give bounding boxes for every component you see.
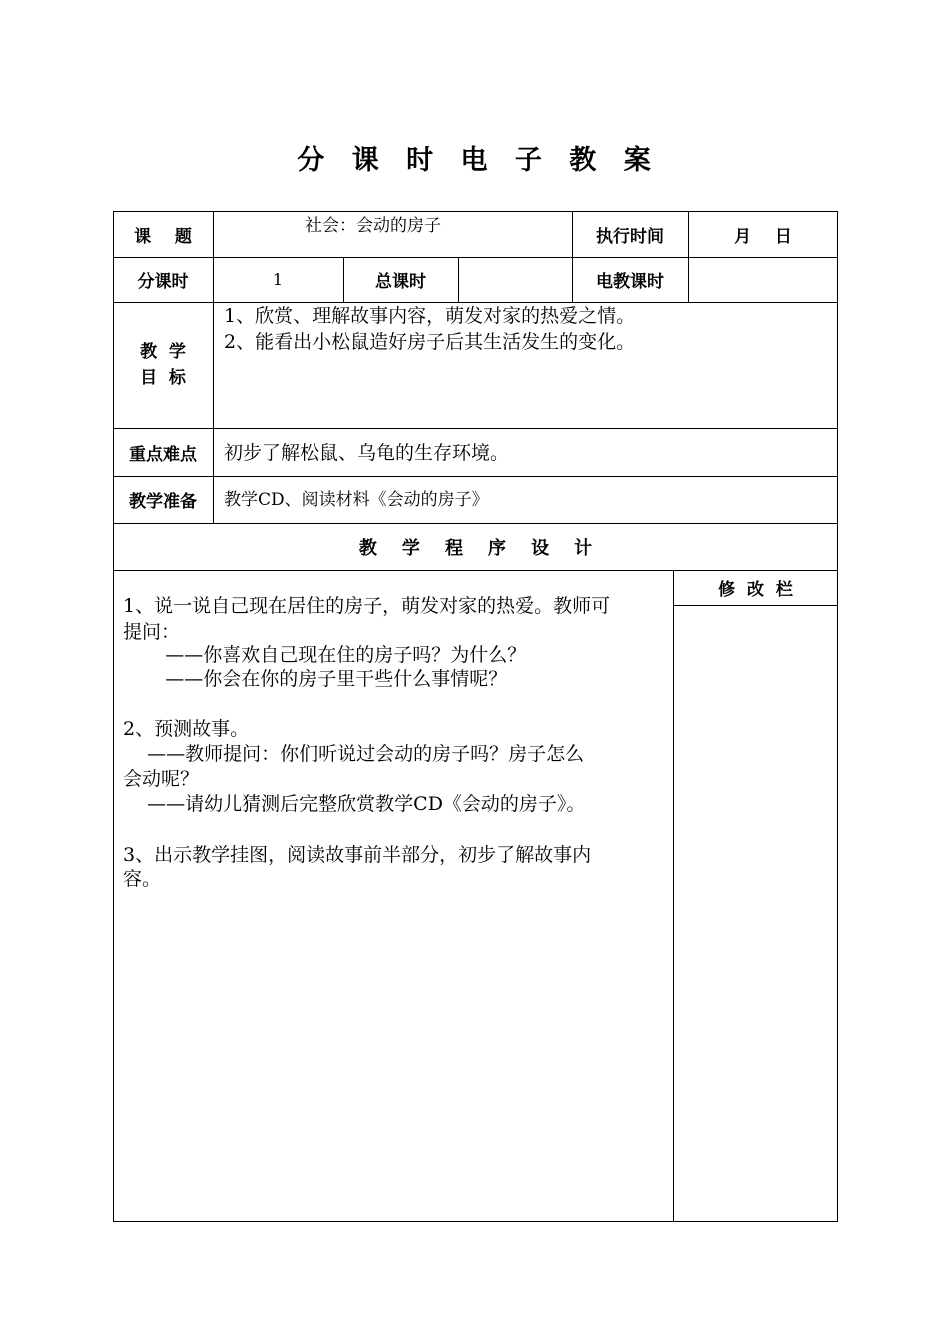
revision-header-divider <box>673 605 838 606</box>
lesson-number-label: 分课时 <box>137 272 189 292</box>
revision-column-header: 修 改 栏 <box>718 580 793 600</box>
preparation-value: 教学CD、阅读材料《会动的房子》 <box>224 490 489 510</box>
goals-label <box>113 302 213 428</box>
procedure-line: 会动呢？ <box>123 768 200 790</box>
goal-item: 1、欣赏、理解故事内容，萌发对家的热爱之情。 <box>224 305 636 327</box>
topic-label: 课 题 <box>134 226 192 247</box>
goals-label-line2: 目 标 <box>140 368 186 388</box>
revision-column-divider <box>673 570 674 1222</box>
topic-value: 社会：会动的房子 <box>305 216 441 236</box>
procedure-line: 1、说一说自己现在居住的房子，萌发对家的热爱。教师可 <box>123 595 611 617</box>
procedure-line: 容。 <box>123 868 162 890</box>
procedure-line: ——教师提问：你们听说过会动的房子吗？房子怎么 <box>123 743 585 765</box>
goal-item: 2、能看出小松鼠造好房子后其生活发生的变化。 <box>224 331 636 353</box>
av-lessons-value <box>688 257 838 302</box>
exec-time-label: 执行时间 <box>596 226 664 247</box>
procedure-line: ——请幼儿猜测后完整欣赏教学CD《会动的房子》。 <box>123 793 586 815</box>
procedure-line: ——你喜欢自己现在住的房子吗？为什么？ <box>123 644 527 666</box>
total-lessons-value <box>458 257 572 302</box>
procedure-line: 3、出示教学挂图，阅读故事前半部分，初步了解故事内 <box>123 844 592 866</box>
key-points-label: 重点难点 <box>129 444 197 465</box>
exec-time-value: 月 日 <box>734 226 792 247</box>
av-lessons-label: 电教课时 <box>596 272 664 292</box>
procedure-line: 提问： <box>123 621 181 643</box>
procedure-line: ——你会在你的房子里干些什么事情呢？ <box>123 668 508 690</box>
preparation-label: 教学准备 <box>129 492 197 512</box>
row-divider <box>113 476 838 477</box>
procedure-line: 2、预测故事。 <box>123 718 250 740</box>
total-lessons-label: 总课时 <box>375 272 426 292</box>
row-divider <box>113 428 838 429</box>
lesson-number-value: 1 <box>272 270 284 289</box>
procedure-header: 教 学 程 序 设 计 <box>358 537 593 559</box>
document-title: 分 课 时 电 子 教 案 <box>297 145 653 176</box>
goals-label-line1: 教 学 <box>140 342 186 362</box>
key-points-value: 初步了解松鼠、乌龟的生存环境。 <box>224 442 510 464</box>
